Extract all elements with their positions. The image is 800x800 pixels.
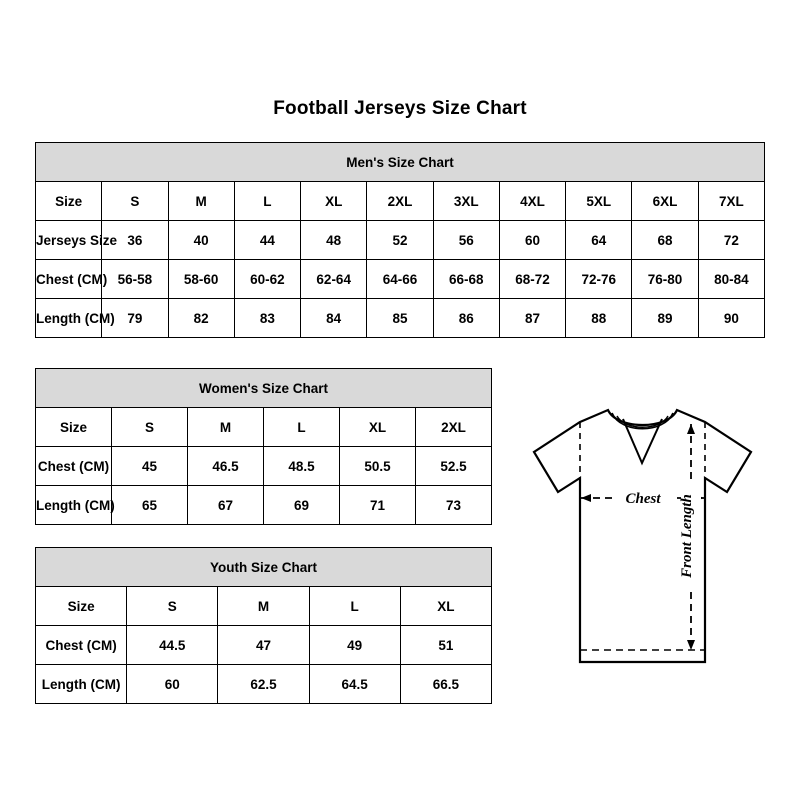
table-cell: 47 (218, 626, 309, 665)
youth-size-chart-table (35, 547, 492, 704)
table-cell: 79 (102, 299, 168, 338)
table-row (36, 299, 765, 338)
table-row (36, 665, 492, 704)
table-cell: S (102, 182, 168, 221)
table-cell: 66-68 (433, 260, 499, 299)
table-row (36, 221, 765, 260)
table-row (36, 587, 492, 626)
womens-table-caption: Women's Size Chart (36, 369, 492, 408)
row-label: Length (CM) (36, 665, 127, 704)
table-cell: 48 (301, 221, 367, 260)
table-cell: 68-72 (499, 260, 565, 299)
table-caption-row (36, 548, 492, 587)
table-cell: 64.5 (309, 665, 400, 704)
table-cell: 67 (188, 486, 264, 525)
table-cell: 52.5 (416, 447, 492, 486)
table-cell: 5XL (566, 182, 632, 221)
table-cell: 50.5 (340, 447, 416, 486)
table-cell: 73 (416, 486, 492, 525)
shirt-outline (534, 410, 751, 662)
womens-size-chart-table (35, 368, 492, 525)
length-arrow-top (687, 424, 695, 434)
table-cell: 80-84 (698, 260, 764, 299)
table-cell: XL (301, 182, 367, 221)
row-label: Size (36, 587, 127, 626)
table-cell: XL (400, 587, 491, 626)
row-label: Chest (CM) (36, 260, 102, 299)
table-cell: S (127, 587, 218, 626)
table-cell: 88 (566, 299, 632, 338)
table-cell: 62.5 (218, 665, 309, 704)
table-cell: 44.5 (127, 626, 218, 665)
table-row (36, 260, 765, 299)
table-cell: 44 (234, 221, 300, 260)
table-cell: 45 (112, 447, 188, 486)
table-cell: 36 (102, 221, 168, 260)
table-cell: 71 (340, 486, 416, 525)
row-label: Length (CM) (36, 486, 112, 525)
table-cell: L (264, 408, 340, 447)
row-label: Chest (CM) (36, 447, 112, 486)
table-cell: L (234, 182, 300, 221)
table-cell: XL (340, 408, 416, 447)
youth-table-caption: Youth Size Chart (36, 548, 492, 587)
table-cell: L (309, 587, 400, 626)
row-label: Size (36, 182, 102, 221)
table-caption-row (36, 369, 492, 408)
table-cell: 51 (400, 626, 491, 665)
table-cell: 56-58 (102, 260, 168, 299)
chest-label: Chest (625, 491, 661, 507)
table-cell: 40 (168, 221, 234, 260)
table-cell: 52 (367, 221, 433, 260)
table-cell: M (218, 587, 309, 626)
table-cell: 69 (264, 486, 340, 525)
table-cell: 46.5 (188, 447, 264, 486)
table-row (36, 182, 765, 221)
table-cell: 60-62 (234, 260, 300, 299)
table-cell: 65 (112, 486, 188, 525)
table-cell: 7XL (698, 182, 764, 221)
table-cell: 58-60 (168, 260, 234, 299)
table-cell: 2XL (416, 408, 492, 447)
chest-arrow-left (581, 494, 591, 502)
table-cell: 48.5 (264, 447, 340, 486)
table-cell: 64 (566, 221, 632, 260)
table-cell: 64-66 (367, 260, 433, 299)
table-cell: 49 (309, 626, 400, 665)
mens-table-caption: Men's Size Chart (36, 143, 765, 182)
front-length-label: Front Length (679, 494, 695, 578)
table-cell: 68 (632, 221, 698, 260)
table-cell: 76-80 (632, 260, 698, 299)
table-caption-row (36, 143, 765, 182)
table-cell: 4XL (499, 182, 565, 221)
row-label: Length (CM) (36, 299, 102, 338)
table-cell: 60 (499, 221, 565, 260)
table-cell: 82 (168, 299, 234, 338)
page-title: Football Jerseys Size Chart (273, 98, 527, 119)
table-row (36, 626, 492, 665)
table-row (36, 486, 492, 525)
length-arrow-bottom (687, 640, 695, 650)
table-cell: M (168, 182, 234, 221)
mens-size-chart-table (35, 142, 765, 338)
table-cell: 85 (367, 299, 433, 338)
tshirt-measurement-diagram (505, 400, 780, 690)
table-cell: S (112, 408, 188, 447)
table-cell: 3XL (433, 182, 499, 221)
table-cell: 83 (234, 299, 300, 338)
table-cell: 60 (127, 665, 218, 704)
table-cell: 86 (433, 299, 499, 338)
row-label: Chest (CM) (36, 626, 127, 665)
table-cell: 6XL (632, 182, 698, 221)
table-cell: 87 (499, 299, 565, 338)
table-cell: 72-76 (566, 260, 632, 299)
row-label: Size (36, 408, 112, 447)
table-cell: 2XL (367, 182, 433, 221)
table-cell: 66.5 (400, 665, 491, 704)
table-row (36, 408, 492, 447)
table-row (36, 447, 492, 486)
table-cell: 72 (698, 221, 764, 260)
table-cell: 84 (301, 299, 367, 338)
table-cell: 56 (433, 221, 499, 260)
table-cell: 90 (698, 299, 764, 338)
table-cell: 62-64 (301, 260, 367, 299)
row-label: Jerseys Size (36, 221, 102, 260)
table-cell: M (188, 408, 264, 447)
table-cell: 89 (632, 299, 698, 338)
